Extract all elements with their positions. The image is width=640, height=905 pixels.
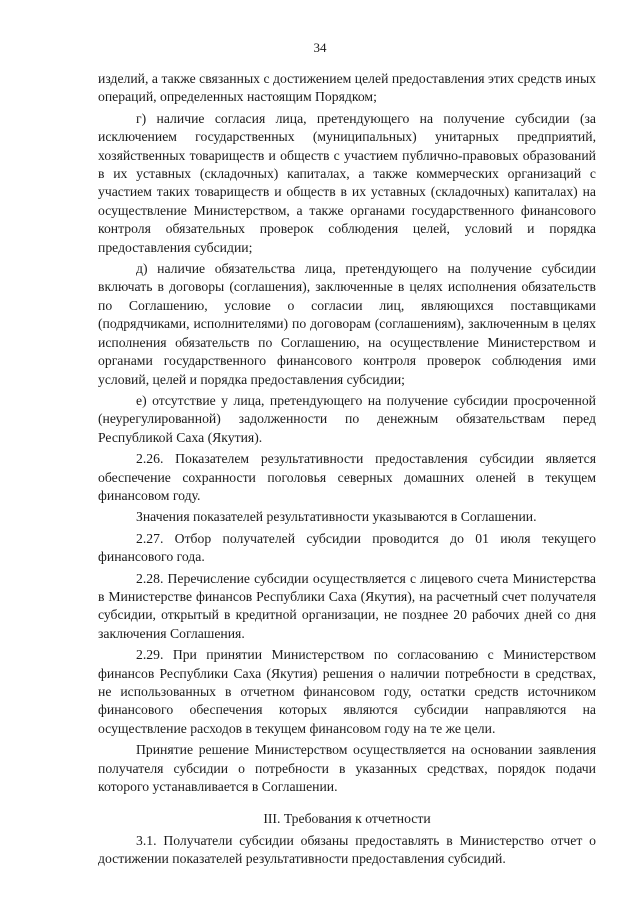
paragraph-2-28: 2.28. Перечисление субсидии осуществляется с лицевого счета Министерства в Министерстве финансов Республики Саха (Якутия), на расчетный счет получателя субсидии, открытый в кредитной организации, не позднее 20 рабочих дней со дня заключения Соглашения.: [98, 570, 596, 641]
paragraph-item-g: г) наличие согласия лица, претендующего на получение субсидии (за исключением государственных (муниципальных) унитарных предприятий, хозяйственных товариществ и обществ с участием публично-правовых образований в их уставных (складочных) капиталах, а также коммерческих организаций с участием таких товариществ и обществ в их уставных (складочных) капиталах) на осуществление Министерством, а также органами государственного финансового контроля обязательных проверок соблюдения целей, условий и порядка предоставления субсидии;: [98, 110, 596, 255]
paragraph-indicator-values: Значения показателей результативности указываются в Соглашении.: [136, 509, 537, 525]
paragraph-decision: Принятие решение Министерством осуществляется на основании заявления получателя субсидии о потребности в указанных средствах, порядок подачи которого устанавливается в Соглашении.: [98, 742, 596, 795]
paragraph-continuation: изделий, а также связанных с достижением целей предоставления этих средств иных операций, определенных настоящим Порядком;: [98, 71, 596, 105]
paragraph-2-27: 2.27. Отбор получателей субсидии проводится до 01 июля текущего финансового года.: [98, 530, 596, 565]
paragraph-item-e: е) отсутствие у лица, претендующего на получение субсидии просроченной (неурегулированной) задолженности по денежным обязательствам перед Республикой Саха (Якутия).: [98, 392, 596, 445]
paragraph-2-26: 2.26. Показателем результативности предоставления субсидии является обеспечение сохранности поголовья северных домашних оленей в текущем финансовом году.: [98, 451, 596, 503]
paragraph-2-29: 2.29. При принятии Министерством по согласованию с Министерством финансов Республики Саха (Якутия) решения о наличии потребности в средствах, не использованных в отчетном финансовом году, остатки средств источником финансового обеспечения которых являются субсидии направляются на осуществление расходов в текущем финансовом году на те же цели.: [98, 647, 596, 736]
document-body: [98, 70, 596, 872]
paragraph-item-d: д) наличие обязательства лица, претендующего на получение субсидии включать в договоры (соглашения), заключенные в целях исполнения обязательств по Соглашению, условие о согласии лиц, являющихся поставщиками (подрядчиками, исполнителями) по договорам (соглашениям), заключенным в целях исполнения обязательств по Соглашению, на осуществление Министерством и органами государственного финансового контроля проверок соблюдения ими условий, целей и порядка предоставления субсидии;: [98, 261, 596, 387]
section-heading: III. Требования к отчетности: [263, 811, 431, 827]
paragraph-3-1: 3.1. Получатели субсидии обязаны предоставлять в Министерство отчет о достижении показателей результативности предоставления субсидий.: [98, 832, 596, 867]
page-number: 34: [313, 40, 327, 55]
